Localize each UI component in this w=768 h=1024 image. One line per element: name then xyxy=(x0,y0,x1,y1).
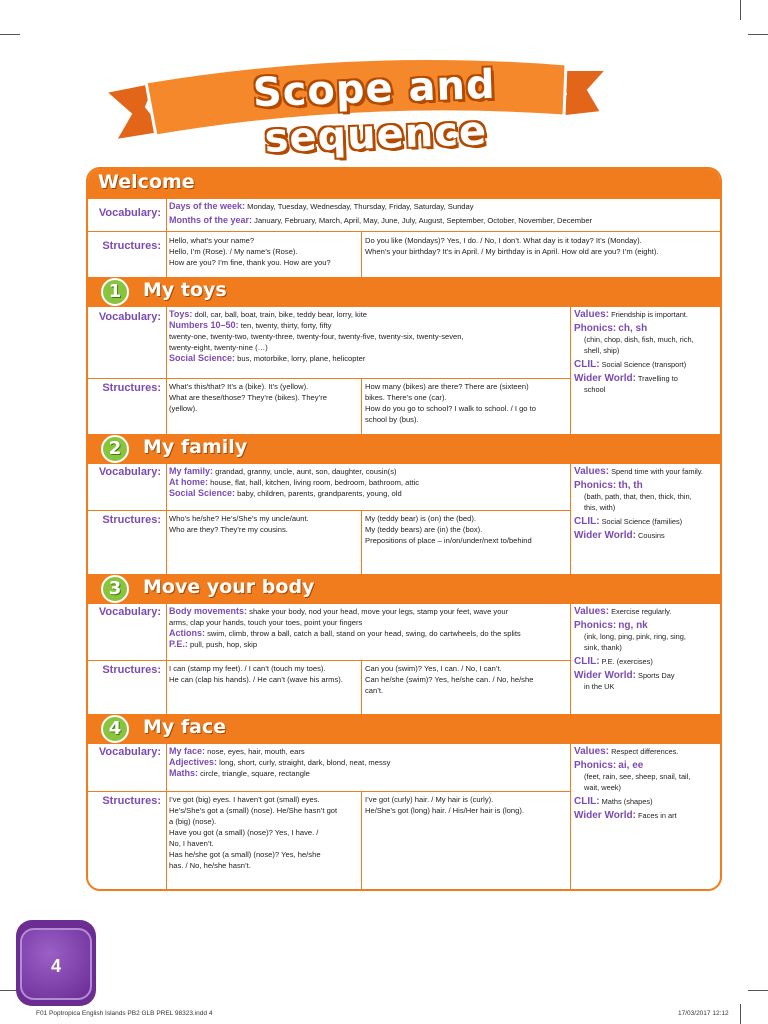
page-title: Scope and sequence xyxy=(252,61,497,162)
section-header-unit-3 xyxy=(88,574,720,604)
structures-label: Structures: xyxy=(102,795,161,807)
section-header-welcome xyxy=(88,169,720,199)
vocab-block: My face: nose, eyes, hair, mouth, ears Adjectives: long, short, curly, straight, dark, blond, neat, messy Maths: circle, triangle, square, rectangle xyxy=(169,746,391,778)
structures-right: Do you like (Mondays)? Yes, I do. / No, I don’t. What day is it today? It’s (Monday). When’s your birthday? It’s in April. / My birthday is in April. How old are you? I’m (eight). xyxy=(365,236,659,256)
crop-mark xyxy=(0,34,20,35)
vocab-block: Body movements: shake your body, nod your head, move your legs, stamp your feet, wave your arms, clap your hands, touch your toes, point your fingers Actions: swim, climb, throw a ball, catch a ball, stand on your head, swing, do cartwheels, do the splits P.E.: pull, push, hop, skip xyxy=(169,606,521,649)
structures-label: Structures: xyxy=(102,514,161,526)
section-title: My toys xyxy=(143,279,227,301)
structures-right: How many (bikes) are there? There are (sixteen) bikes. There’s one (car). How do you go to school? I walk to school. / I go to school by (bus). xyxy=(365,382,536,424)
divider xyxy=(166,464,167,574)
divider xyxy=(361,791,362,889)
crop-mark xyxy=(740,1004,741,1024)
vocab-block: My family: grandad, granny, uncle, aunt, son, daughter, cousin(s) At home: house, flat, hall, kitchen, living room, bedroom, bathroom, attic Social Science: baby, children, parents, grandparents, young, old xyxy=(169,466,420,498)
divider xyxy=(88,378,570,379)
unit-number-badge: 4 xyxy=(101,715,129,743)
unit-side-info: Values: Friendship is important. Phonics: ch, sh (chin, chop, dish, fish, much, rich, shell, ship) CLIL: Social Science (transport) Wider World: Travelling to school xyxy=(574,309,694,394)
divider xyxy=(166,604,167,714)
unit-number-badge: 2 xyxy=(101,435,129,463)
structures-right: I’ve got (curly) hair. / My hair is (curly). He/She’s got (long) hair. / His/Her hair is (long). xyxy=(365,795,524,815)
vocabulary-label: Vocabulary: xyxy=(98,746,161,758)
divider xyxy=(88,231,720,232)
section-title: My face xyxy=(143,716,227,738)
divider xyxy=(361,378,362,434)
section-header-unit-2 xyxy=(88,434,720,464)
structures-label: Structures: xyxy=(102,382,161,394)
structures-left: What’s this/that? It’s a (bike). It’s (yellow). What are these/those? They’re (bikes). They’re (yellow). xyxy=(169,382,327,413)
divider xyxy=(570,604,571,714)
unit-side-info: Values: Spend time with your family. Phonics: th, th (bath, path, that, then, thick, thin, this, with) CLIL: Social Science (families) Wider World: Cousins xyxy=(574,466,703,541)
divider xyxy=(361,510,362,574)
divider xyxy=(570,464,571,574)
divider xyxy=(361,660,362,714)
structures-left: I’ve got (big) eyes. I haven’t got (small) eyes. He’s/She’s got a (small) (nose). He/She hasn’t got a (big) (nose). Have you got (a small) (nose)? Yes, I have. / No, I haven’t. Has he/she got (a small) (nose)? Yes, he/she has. / No, he/she hasn’t. xyxy=(169,795,338,870)
crop-mark xyxy=(748,990,768,991)
crop-mark xyxy=(740,0,741,20)
footer-file-info: F01 Poptropica English Islands PB2 GLB PREL 98323.indd 4 xyxy=(36,1010,213,1017)
structures-left: Who’s he/she? He’s/She’s my uncle/aunt. Who are they? They’re my cousins. xyxy=(169,514,309,534)
unit-side-info: Values: Respect differences. Phonics: ai, ee (feet, rain, see, sheep, snail, tail, wait, week) CLIL: Maths (shapes) Wider World: Faces in art xyxy=(574,746,691,821)
vocabulary-label: Vocabulary: xyxy=(98,207,161,219)
section-header-unit-4 xyxy=(88,714,720,744)
scope-table-panel xyxy=(86,167,722,891)
unit-number-badge: 3 xyxy=(101,575,129,603)
vocabulary-label: Vocabulary: xyxy=(98,606,161,618)
structures-left: Hello, what’s your name? Hello, I’m (Rose). / My name’s (Rose). How are you? I’m fine, thank you. How are you? xyxy=(169,236,331,267)
section-title: My family xyxy=(143,436,248,458)
divider xyxy=(570,307,571,434)
crop-mark xyxy=(748,34,768,35)
footer-timestamp: 17/03/2017 12:12 xyxy=(678,1010,729,1017)
vocabulary-label: Vocabulary: xyxy=(98,466,161,478)
section-title: Welcome xyxy=(98,171,195,193)
vocab-line: Days of the week: Monday, Tuesday, Wednesday, Thursday, Friday, Saturday, Sunday xyxy=(169,201,474,211)
divider xyxy=(88,660,570,661)
divider xyxy=(88,510,570,511)
divider xyxy=(361,231,362,277)
page-number: 4 xyxy=(20,928,92,1000)
unit-side-info: Values: Exercise regularly. Phonics: ng, nk (ink, long, ping, pink, ring, sing, sink, thank) CLIL: P.E. (exercises) Wider World: Sports Day in the UK xyxy=(574,606,686,691)
vocab-line: Months of the year: January, February, March, April, May, June, July, August, September, October, November, December xyxy=(169,215,593,225)
structures-left: I can (stamp my feet). / I can’t (touch my toes). He can (clap his hands). / He can’t (wave his arms). xyxy=(169,664,343,684)
divider xyxy=(88,791,570,792)
divider xyxy=(166,744,167,889)
divider xyxy=(570,744,571,889)
section-header-unit-1 xyxy=(88,277,720,307)
structures-label: Structures: xyxy=(102,240,161,252)
vocabulary-label: Vocabulary: xyxy=(98,311,161,323)
vocab-block: Toys: doll, car, ball, boat, train, bike, teddy bear, lorry, kite Numbers 10–50: ten, twenty, thirty, forty, fifty twenty-one, twenty-two, twenty-three, twenty-four, twenty-five, twenty-six, twenty-seven, twenty-eight, twenty-nine (…) Social Science: bus, motorbike, lorry, plane, helicopter xyxy=(169,309,464,363)
unit-number-badge: 1 xyxy=(101,278,129,306)
section-title: Move your body xyxy=(143,576,315,598)
divider xyxy=(166,199,167,277)
divider xyxy=(166,307,167,434)
structures-right: My (teddy bear) is (on) the (bed). My (teddy bears) are (in) the (box). Prepositions of place – in/on/under/next to/behind xyxy=(365,514,532,545)
structures-label: Structures: xyxy=(102,664,161,676)
structures-right: Can you (swim)? Yes, I can. / No, I can’t. Can he/she (swim)? Yes, he/she can. / No, he/she can’t. xyxy=(365,664,534,695)
